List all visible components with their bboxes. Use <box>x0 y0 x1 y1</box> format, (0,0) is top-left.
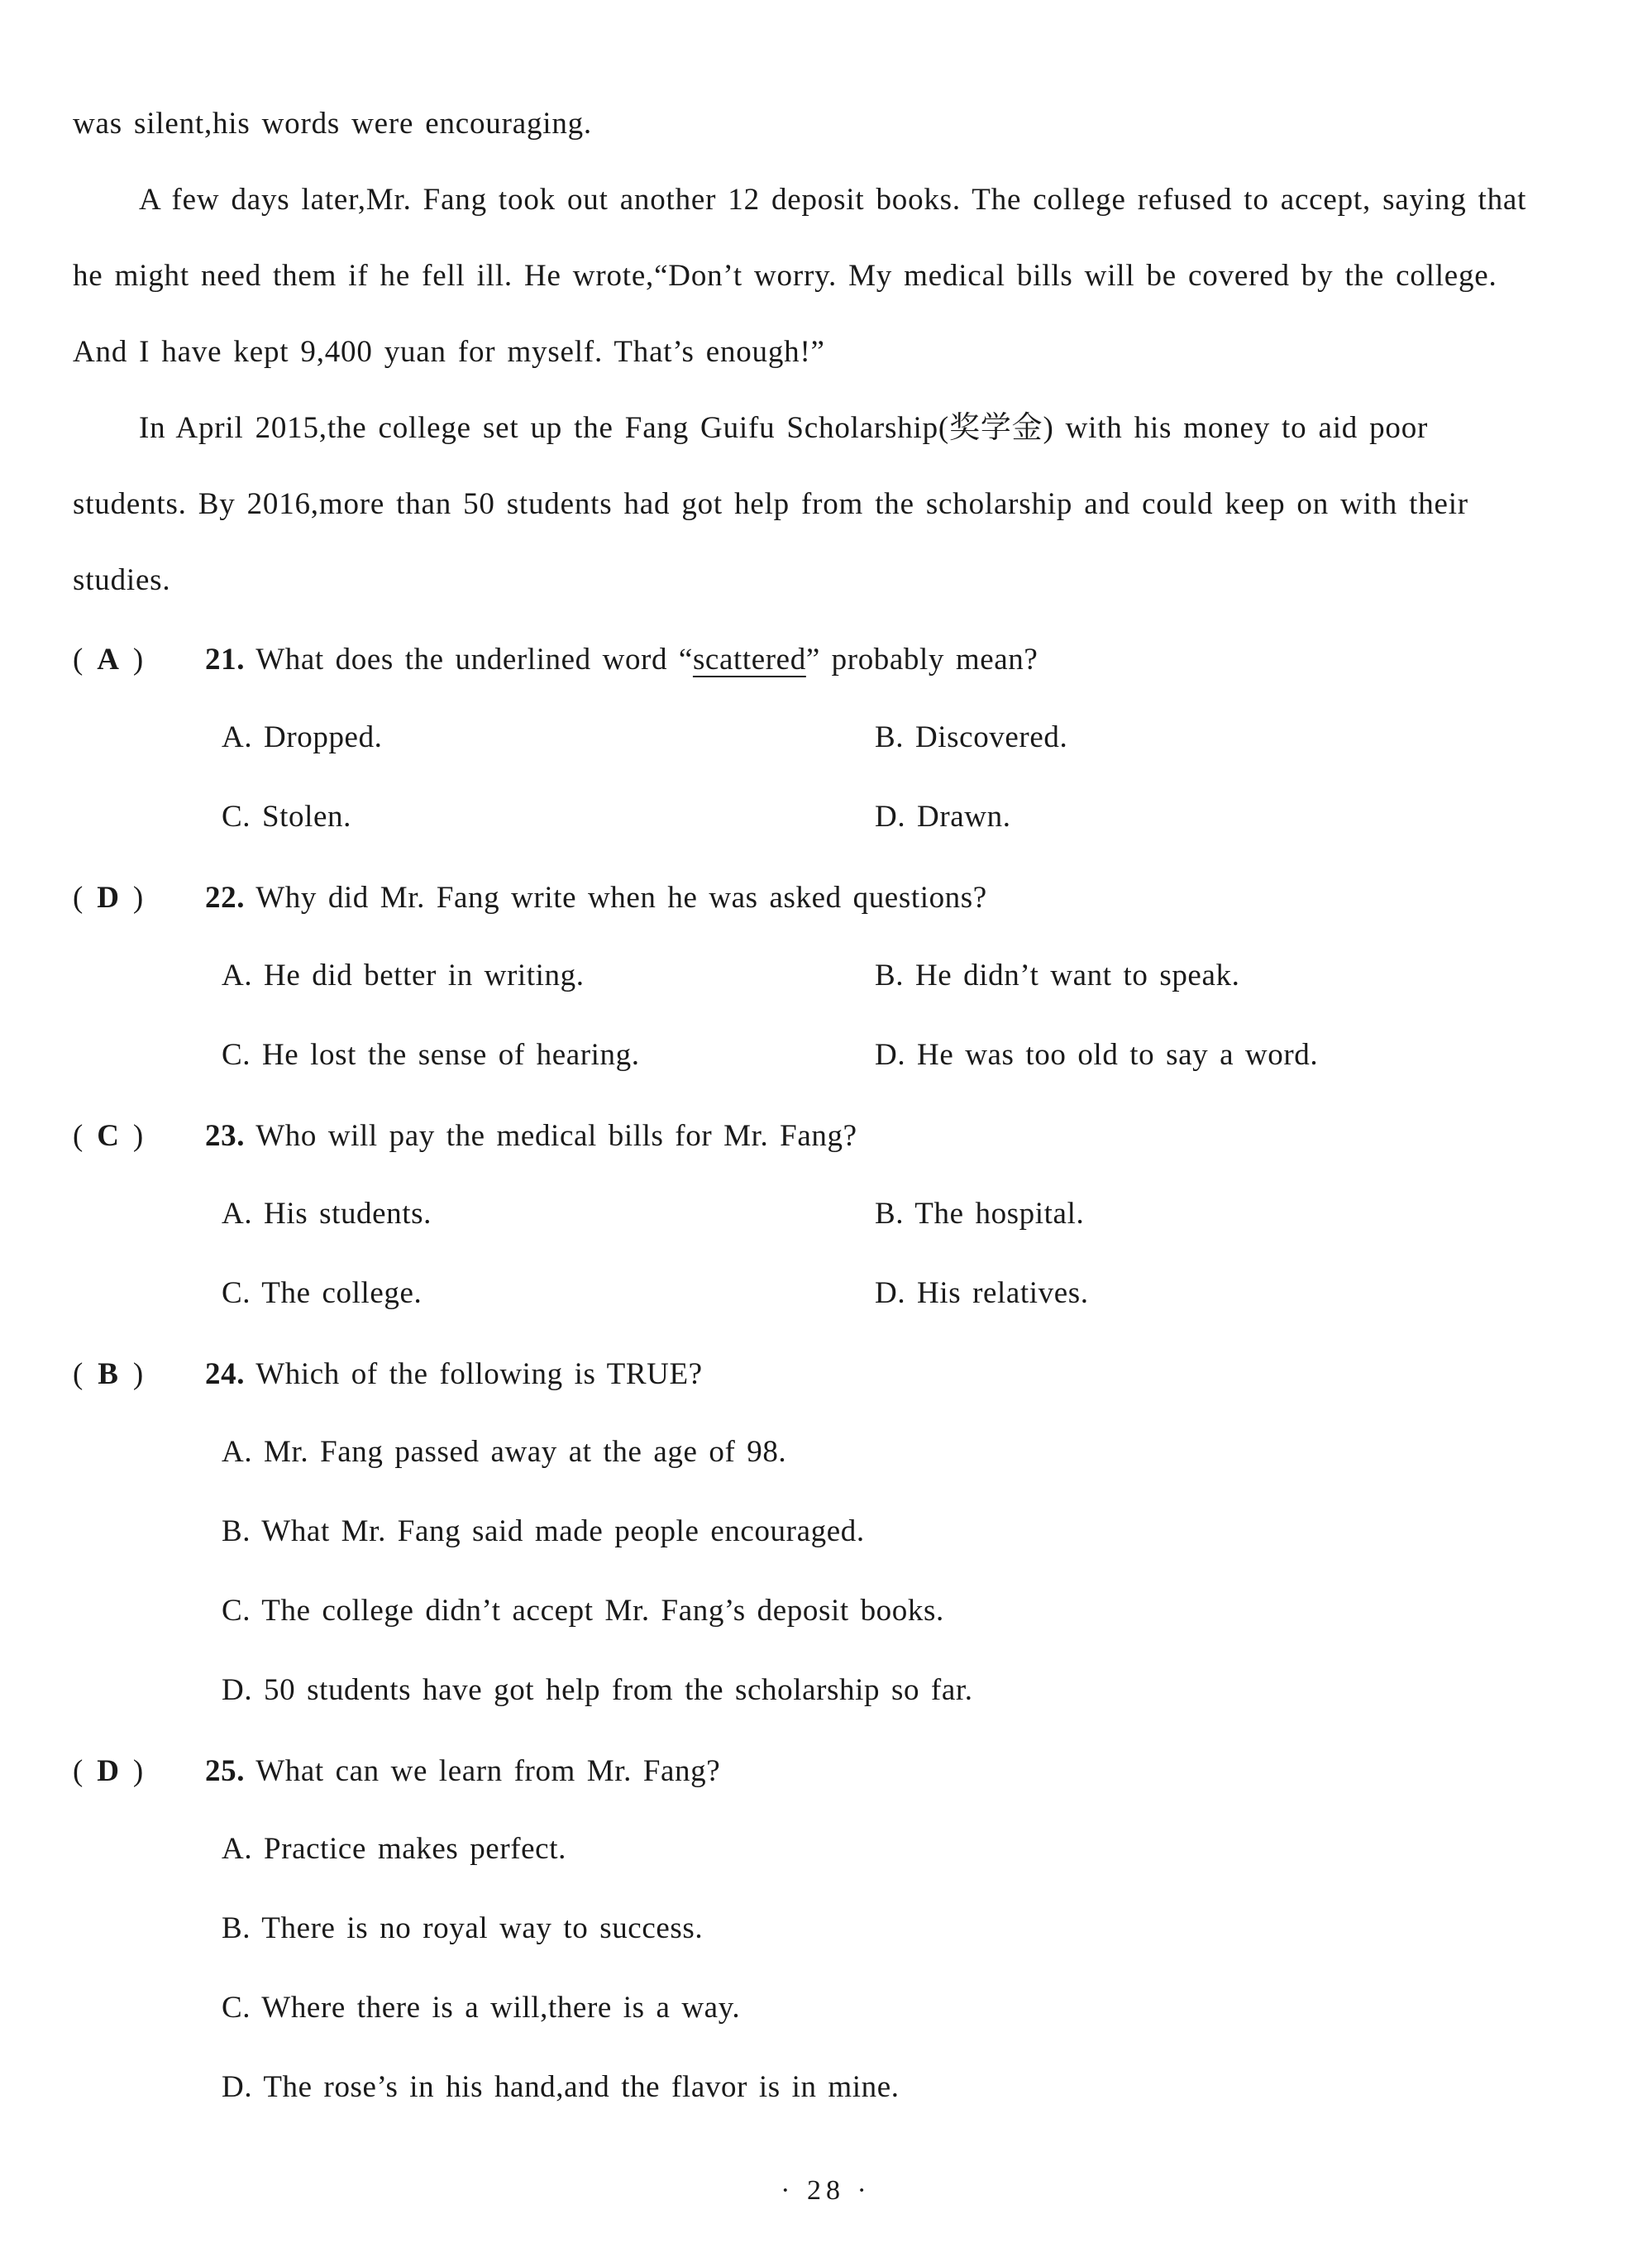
option-b: B. He didn’t want to speak. <box>875 959 1240 992</box>
question-number: 21. <box>205 643 246 677</box>
option-d: D. The rose’s in his hand,and the flavor is in mine. <box>222 2070 900 2104</box>
passage-paragraph: A few days later,Mr. Fang took out another 12 deposit books. The college refused to accept, saying that he might need them if he fell ill. He wrote,“Don’t worry. My medical bills will be covered by the college. And I have kept 9,400 yuan for myself. That’s enough!” <box>73 183 1527 369</box>
question-24 <box>73 1337 1528 1730</box>
option-b: B. The hospital. <box>875 1197 1085 1231</box>
option-c: C. The college. <box>222 1276 423 1310</box>
answer-letter: D <box>97 881 120 915</box>
option-d: D. He was too old to say a word. <box>875 1038 1319 1072</box>
answer-bracket: ( D ) <box>73 860 205 936</box>
option-a: A. Dropped. <box>222 720 383 754</box>
question-25 <box>73 1734 1528 2127</box>
question-stem <box>73 860 1528 936</box>
option-c: C. Where there is a will,there is a way. <box>222 1991 741 2025</box>
option-a: A. He did better in writing. <box>222 959 585 992</box>
answer-bracket: ( D ) <box>73 1734 205 1810</box>
question-number: 24. <box>205 1357 246 1391</box>
option-d: D. Drawn. <box>875 800 1011 834</box>
question-stem <box>73 1734 1528 1810</box>
question-number: 23. <box>205 1119 246 1153</box>
options <box>73 936 1528 1095</box>
question-stem <box>73 1098 1528 1174</box>
question-text: Which of the following is TRUE? <box>255 1357 703 1391</box>
question-number: 25. <box>205 1754 246 1788</box>
option-c: C. Stolen. <box>222 800 351 834</box>
answer-bracket: ( A ) <box>73 622 205 698</box>
answer-bracket: ( C ) <box>73 1098 205 1174</box>
question-text: Who will pay the medical bills for Mr. Fang? <box>255 1119 857 1153</box>
option-b: B. What Mr. Fang said made people encouraged. <box>222 1514 865 1548</box>
question-21 <box>73 622 1528 857</box>
options <box>73 1810 1528 2127</box>
question-number: 22. <box>205 881 246 915</box>
option-b: B. There is no royal way to success. <box>222 1911 704 1945</box>
option-a: A. Mr. Fang passed away at the age of 98. <box>222 1435 787 1469</box>
question-text: What does the underlined word “ <box>255 643 693 677</box>
answer-letter: B <box>98 1357 119 1391</box>
question-23 <box>73 1098 1528 1333</box>
passage-paragraph: was silent,his words were encouraging. <box>73 107 592 141</box>
question-stem <box>73 1337 1528 1413</box>
options <box>73 1174 1528 1333</box>
option-a: A. His students. <box>222 1197 432 1231</box>
page-number: · 28 · <box>781 2175 871 2206</box>
question-text: ” probably mean? <box>805 643 1038 677</box>
option-c: C. The college didn’t accept Mr. Fang’s deposit books. <box>222 1594 944 1628</box>
question-22 <box>73 860 1528 1095</box>
option-d: D. His relatives. <box>875 1276 1089 1310</box>
option-b: B. Discovered. <box>875 720 1068 754</box>
answer-letter: D <box>97 1754 120 1788</box>
underlined-word: scattered <box>692 643 806 677</box>
answer-letter: C <box>97 1119 120 1153</box>
question-text: What can we learn from Mr. Fang? <box>255 1754 721 1788</box>
options <box>73 698 1528 857</box>
option-c: C. He lost the sense of hearing. <box>222 1038 640 1072</box>
question-stem <box>73 622 1528 698</box>
options <box>73 1413 1528 1730</box>
answer-bracket: ( B ) <box>73 1337 205 1413</box>
option-d: D. 50 students have got help from the scholarship so far. <box>222 1673 973 1707</box>
question-text: Why did Mr. Fang write when he was asked questions? <box>255 881 987 915</box>
document-page <box>73 86 1528 2127</box>
answer-letter: A <box>97 643 120 677</box>
passage-paragraph: In April 2015,the college set up the Fang Guifu Scholarship(奖学金) with his money to aid poor students. By 2016,more than 50 students had got help from the scholarship and could keep on with their studies. <box>73 411 1468 597</box>
option-a: A. Practice makes perfect. <box>222 1832 566 1866</box>
